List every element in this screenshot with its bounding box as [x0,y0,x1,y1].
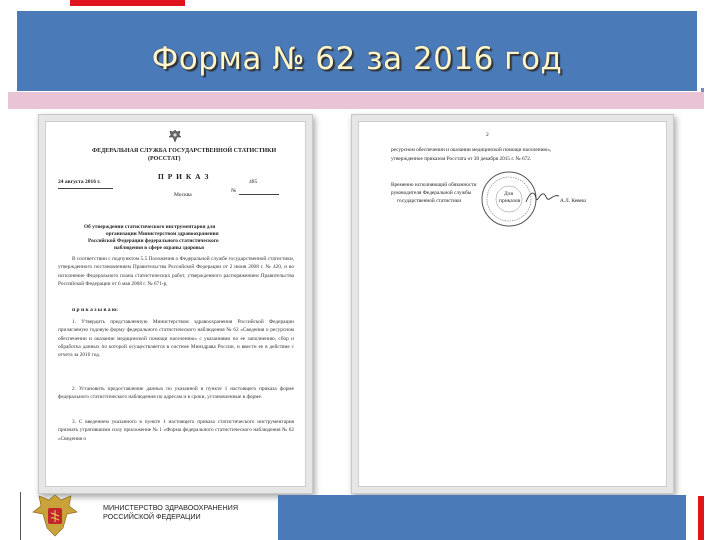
stamp-text-line-2: приказов [499,198,521,204]
footer-red-accent [698,496,704,540]
slide-title: Форма № 62 за 2016 год [151,41,563,77]
continuation-line-1: ресурсном обеспечении и оказании медицинской помощи населению», [391,147,552,153]
order-number-label: № [231,188,237,194]
title-banner [17,11,697,91]
divider-strip [8,92,704,109]
order-number: 485 [249,179,258,185]
signer-title-line-2: руководителя Федеральной службы [391,190,472,196]
page-number: 2 [486,132,489,138]
ministry-emblem-icon [27,490,83,540]
number-underline [239,194,279,195]
date-underline [58,188,113,189]
ministry-name-line-1: МИНИСТЕРСТВО ЗДРАВООХРАНЕНИЯ [103,503,239,512]
signer-title-line-3: государственной статистики [397,198,462,204]
ministry-name-line-2: РОССИЙСКОЙ ФЕДЕРАЦИИ [103,512,201,521]
order-clause-2: 2. Установить предоставление данных по указанной в пункте 1 настоящего приказа форме федерального статистического наблюдения по адресам и в сроки, установленные в форме. [58,386,294,401]
subject-line-3: Российской Федерации федерального статистического [88,238,219,244]
signature-icon [524,186,560,208]
order-city: Москва [174,192,192,198]
order-word: п р и к а з ы в а ю: [72,307,118,313]
order-heading: П Р И К А З [158,172,210,181]
ministry-name [103,503,238,521]
subject-line-4: наблюдения в сфере охраны здоровья [114,245,204,251]
order-document-page-1 [45,121,306,487]
double-headed-eagle-crest-icon [167,128,183,144]
agency-abbreviation: (РОССТАТ) [148,156,181,162]
subject-line-1: Об утверждении статистического инструментария для [84,224,216,230]
stamp-text-line-1: Для [504,191,514,197]
order-date: 24 августа 2016 г. [58,179,101,185]
footer-blue-bar [278,495,686,540]
agency-name: ФЕДЕРАЛЬНАЯ СЛУЖБА ГОСУДАРСТВЕННОЙ СТАТИСТИКИ [92,148,277,154]
subject-line-2: организации Министерством здравоохранения [106,231,219,237]
continuation-line-2: утвержденное приказом Росстата от 30 декабря 2015 г. № 672. [391,156,532,162]
order-clause-1: 1. Утвердить представленную Министерством здравоохранения Российской Федерации прилагаемую годовую форму федерального статистического наблюдения № 62 «Сведения о ресурсном обеспечении и оказании медицинской помощи населению» с указаниями по ее заполнению, сбор и обработка данных по которой осуществляется в системе Минздрава России, и ввести ее в действие с отчета за 2016 год. [58,319,294,359]
divider-mark [701,88,704,92]
signer-title-line-1: Временно исполняющий обязанности [391,182,477,188]
signer-name: А.Л. Кевеш [560,198,586,204]
top-accent-bar [70,0,185,6]
order-document-page-2 [358,121,667,487]
order-clause-3: 3. С введением указанного в пункте 1 настоящего приказа статистического инструментария признать утратившими силу приложение № 1 «Форма федерального статистического наблюдения № 62 «Сведения о [58,419,294,442]
order-preamble: В соответствии с подпунктом 5.5 Положения о Федеральной службе государственной статистики, утвержденного постановлением Правительства Российской Федерации от 2 июня 2008 г. № 420, и во исполнение Федерального плана статистических работ, утвержденного распоряжением Правительства Российской Федерации от 6 мая 2008 г. № 671-р, [58,256,294,287]
